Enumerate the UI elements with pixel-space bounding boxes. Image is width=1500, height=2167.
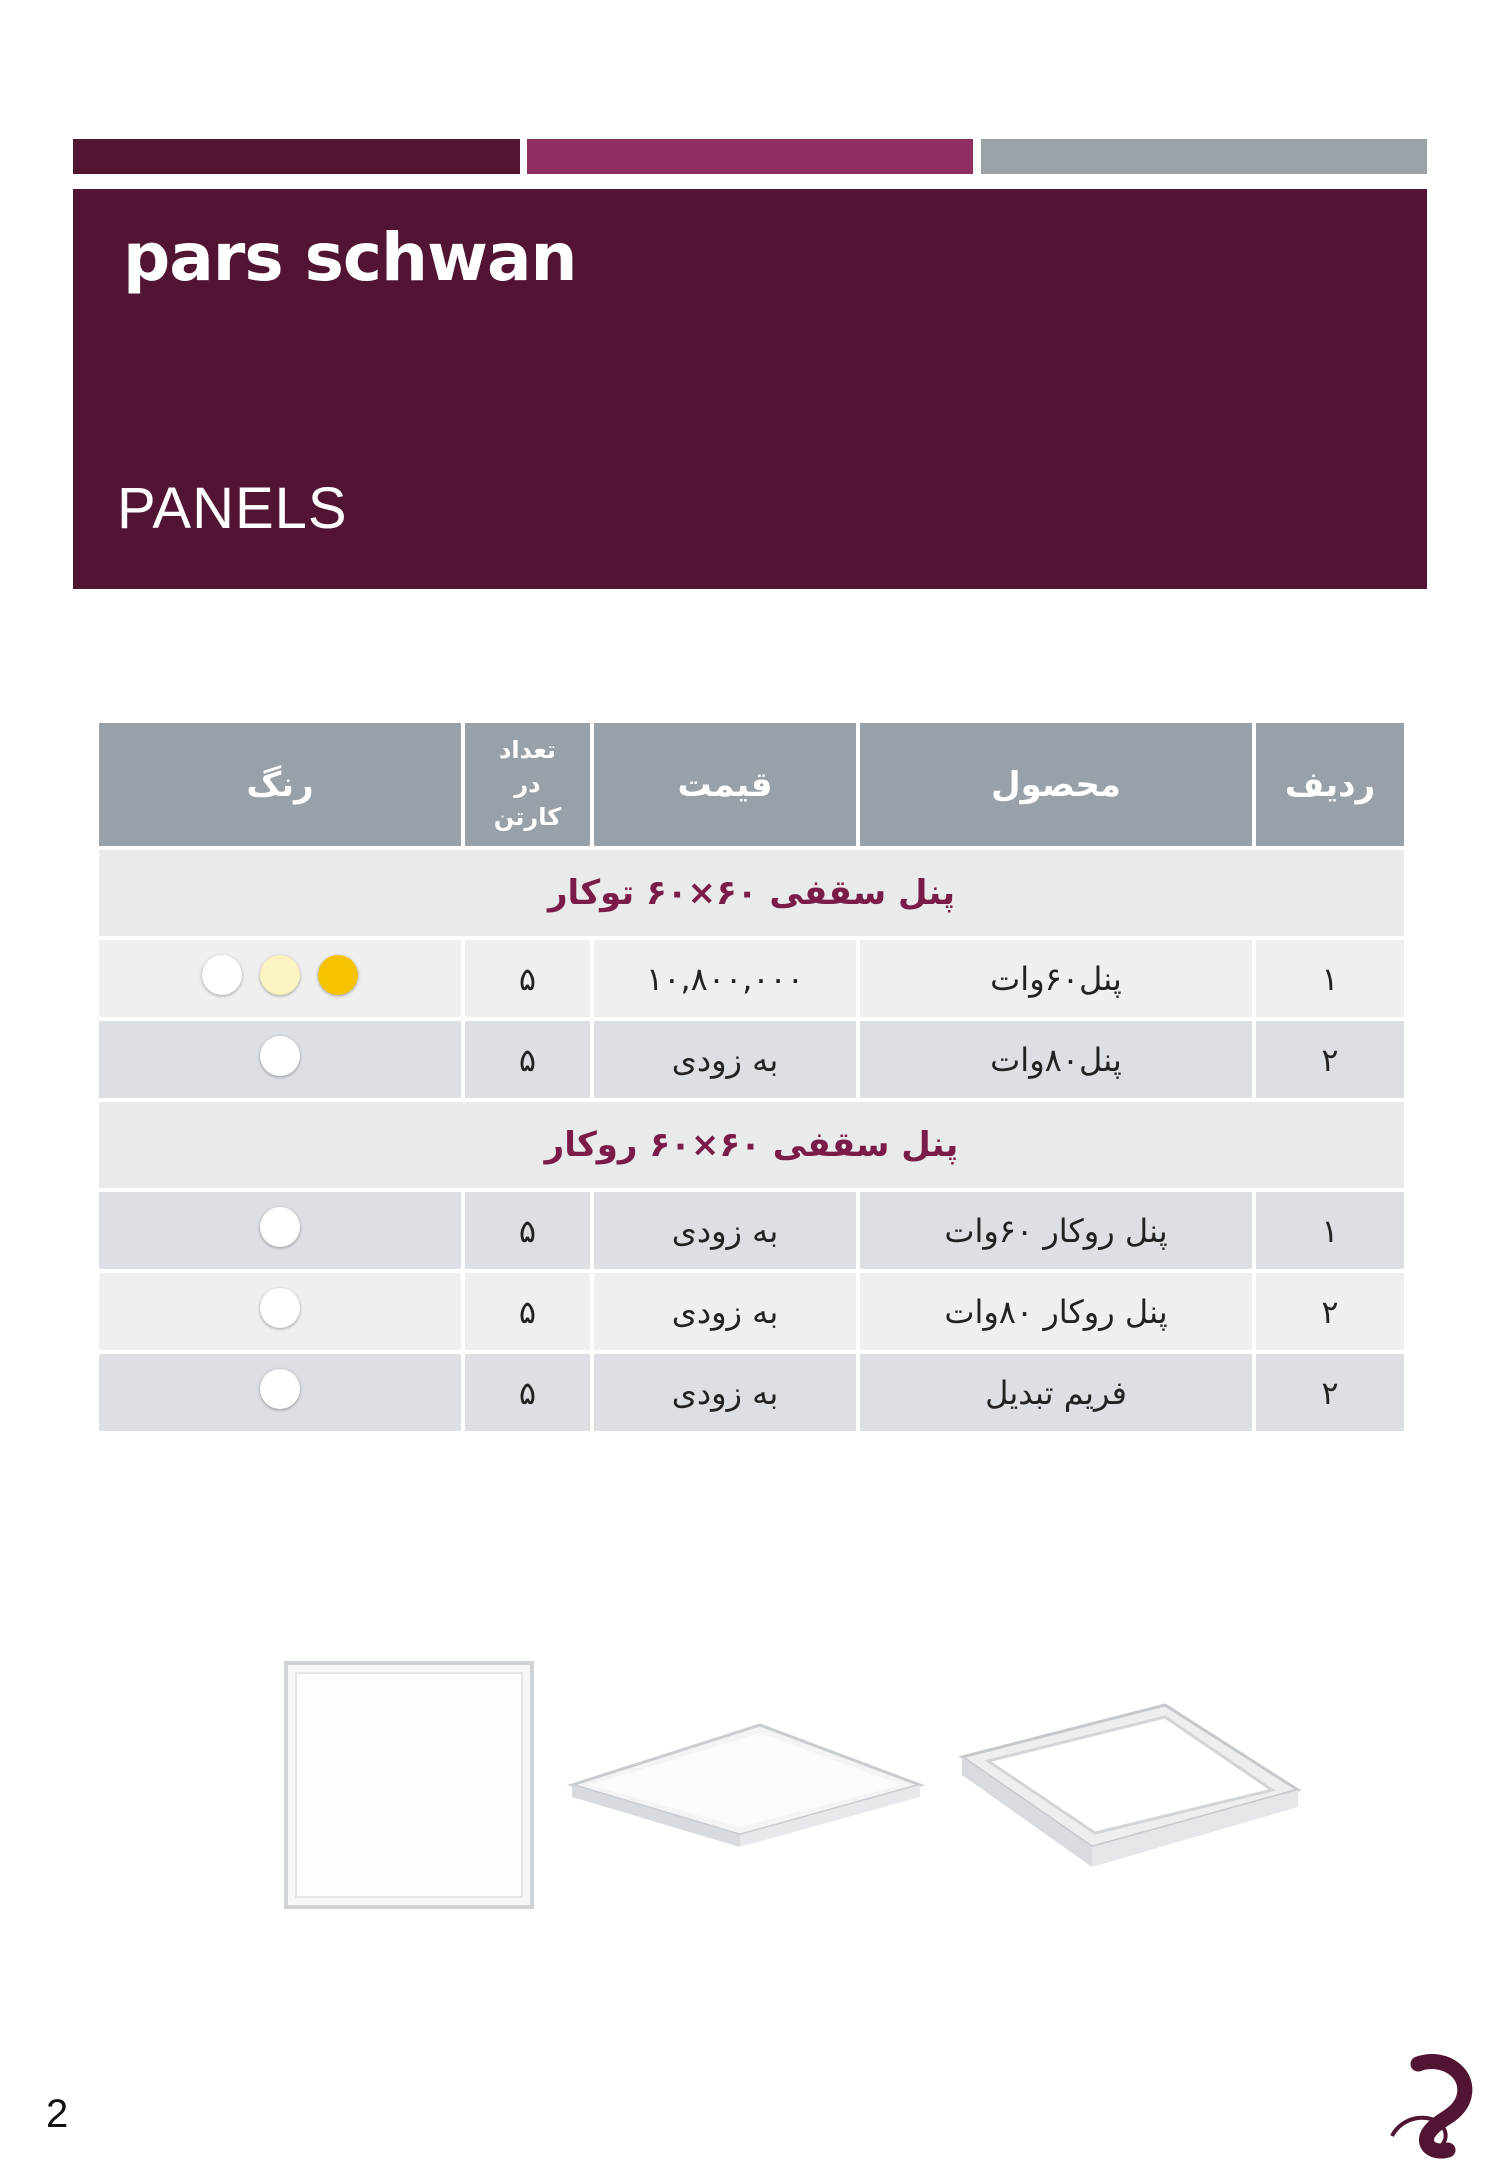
- top-bar-gray: [981, 139, 1427, 174]
- table-row: [99, 1273, 1404, 1350]
- price: به زودی: [594, 1192, 856, 1269]
- product-name: پنل روکار ۸۰وات: [860, 1273, 1252, 1350]
- quantity: ۵: [465, 1192, 590, 1269]
- color-swatch: [260, 1036, 300, 1076]
- header-quantity-line2: در: [514, 769, 541, 798]
- table-header-row: [99, 723, 1404, 846]
- flat-panel-icon: [286, 1663, 532, 1907]
- color-swatches: [202, 955, 358, 995]
- color-swatch: [202, 955, 242, 995]
- header-row-number: ردیف: [1256, 723, 1404, 846]
- section-title: پنل سقفی ۶۰×۶۰ توکار: [99, 850, 1404, 936]
- top-bar-magenta: [527, 139, 973, 174]
- color-cell: [99, 940, 461, 1017]
- header-quantity: [465, 723, 590, 846]
- section-row: [99, 850, 1404, 936]
- color-swatch: [260, 1369, 300, 1409]
- color-swatch: [260, 955, 300, 995]
- price: به زودی: [594, 1273, 856, 1350]
- table-row: [99, 1354, 1404, 1431]
- row-number: ۱: [1256, 940, 1404, 1017]
- color-swatch: [260, 1288, 300, 1328]
- color-cell: [99, 1192, 461, 1269]
- conversion-frame-icon: [962, 1705, 1298, 1867]
- product-name: فریم تبدیل: [860, 1354, 1252, 1431]
- brand-logo-icon: [1378, 2050, 1488, 2160]
- product-name: پنل۶۰وات: [860, 940, 1252, 1017]
- price: به زودی: [594, 1354, 856, 1431]
- color-swatch: [318, 955, 358, 995]
- color-swatches: [260, 1036, 300, 1076]
- row-number: ۲: [1256, 1021, 1404, 1098]
- top-bar-dark: [73, 139, 520, 174]
- surface-panel-icon: [572, 1725, 920, 1847]
- quantity: ۵: [465, 940, 590, 1017]
- page-title: PANELS: [117, 476, 348, 541]
- brand-name: pars schwan: [123, 219, 577, 296]
- color-cell: [99, 1021, 461, 1098]
- row-number: ۱: [1256, 1192, 1404, 1269]
- color-cell: [99, 1273, 461, 1350]
- color-swatches: [260, 1207, 300, 1247]
- header-quantity-line1: تعداد: [499, 736, 556, 765]
- color-cell: [99, 1354, 461, 1431]
- price: ۱۰,۸۰۰,۰۰۰: [594, 940, 856, 1017]
- quantity: ۵: [465, 1021, 590, 1098]
- quantity: ۵: [465, 1273, 590, 1350]
- header-color: رنگ: [99, 723, 461, 846]
- table-row: [99, 1021, 1404, 1098]
- table-row: [99, 940, 1404, 1017]
- header-price: قیمت: [594, 723, 856, 846]
- table-row: [99, 1192, 1404, 1269]
- section-row: [99, 1102, 1404, 1188]
- row-number: ۲: [1256, 1354, 1404, 1431]
- header-product: محصول: [860, 723, 1252, 846]
- price-table: [95, 719, 1408, 1435]
- quantity: ۵: [465, 1354, 590, 1431]
- section-title: پنل سقفی ۶۰×۶۰ روکار: [99, 1102, 1404, 1188]
- color-swatches: [260, 1288, 300, 1328]
- page-number: 2: [46, 2092, 69, 2136]
- product-name: پنل۸۰وات: [860, 1021, 1252, 1098]
- header-quantity-line3: کارتن: [493, 803, 562, 832]
- price: به زودی: [594, 1021, 856, 1098]
- color-swatch: [260, 1207, 300, 1247]
- header-banner: [73, 189, 1427, 589]
- color-swatches: [260, 1369, 300, 1409]
- row-number: ۲: [1256, 1273, 1404, 1350]
- product-images: [280, 1585, 1330, 2005]
- product-name: پنل روکار ۶۰وات: [860, 1192, 1252, 1269]
